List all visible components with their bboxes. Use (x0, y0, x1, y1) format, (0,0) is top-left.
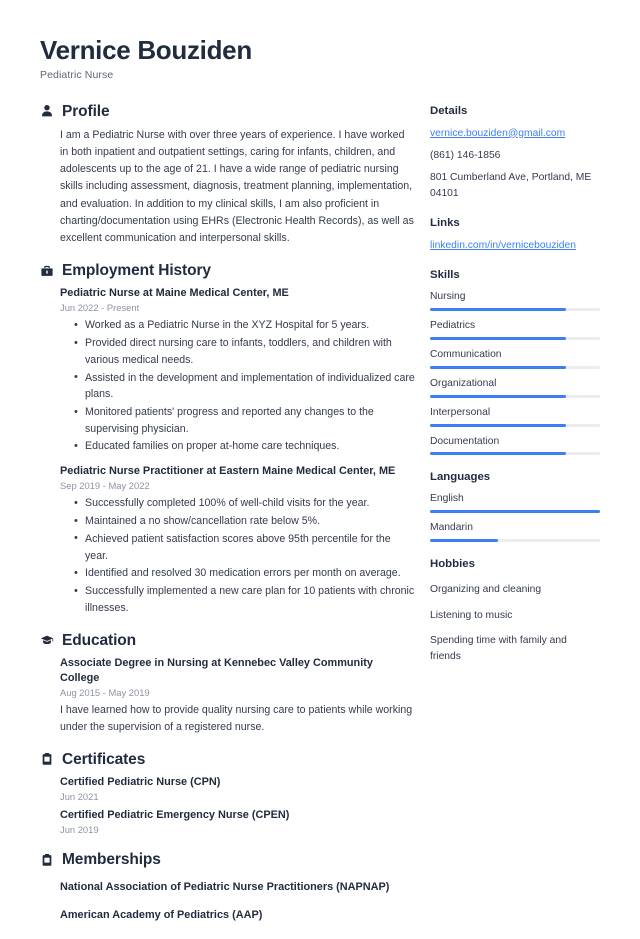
skill-row (430, 377, 600, 398)
education-entry-description: I have learned how to provide quality nursing care to patients while working under the supervision of a registered nurse. (60, 703, 413, 733)
list-item: • Monitored patients' progress and reported any changes to the supervising physician. (85, 404, 415, 437)
sidebar-hobbies (430, 558, 600, 664)
section-profile-header (40, 103, 415, 120)
certificate-entry (60, 775, 415, 803)
language-label: English (430, 493, 464, 505)
briefcase-icon (40, 264, 54, 278)
language-row (430, 492, 600, 513)
employment-entry-title: Pediatric Nurse at Maine Medical Center, ME (60, 287, 289, 300)
skill-meter-fill (430, 452, 566, 455)
skill-meter-fill (430, 366, 566, 369)
list-item: • Provided direct nursing care to infants, toddlers, and children with various medical needs. (85, 335, 415, 368)
section-certificates-title: Certificates (62, 750, 146, 768)
section-education-body (40, 656, 415, 736)
skill-meter-fill (430, 395, 566, 398)
hobby-item: Organizing and cleaning (430, 583, 542, 595)
skill-meter-track (430, 452, 600, 455)
sidebar-details-title: Details (430, 104, 468, 117)
skill-meter-fill (430, 308, 566, 311)
skill-meter-track (430, 366, 600, 369)
sidebar-links-title: Links (430, 217, 460, 230)
list-item: • Identified and resolved 30 medication errors per month on average. (85, 565, 415, 582)
section-profile-body (40, 127, 415, 247)
candidate-job-title: Pediatric Nurse (40, 68, 114, 81)
clipboard-icon (40, 853, 54, 867)
skill-meter-fill (430, 337, 566, 340)
sidebar-details (430, 105, 600, 201)
section-certificates (40, 751, 415, 837)
section-memberships (40, 851, 415, 924)
certificate-title: Certified Pediatric Emergency Nurse (CPEN) (60, 809, 290, 822)
hobby-item: Listening to music (430, 609, 513, 621)
graduation-cap-icon (40, 633, 54, 647)
language-row (430, 521, 600, 542)
hobby-item: Spending time with family and friends (430, 635, 567, 662)
linkedin-link[interactable]: linkedin.com/in/vernicebouziden (430, 240, 576, 252)
employment-entry-title: Pediatric Nurse Practitioner at Eastern Maine Medical Center, ME (60, 465, 396, 478)
certificate-date: Jun 2021 (60, 790, 99, 802)
skill-row (430, 319, 600, 340)
language-meter-fill (430, 510, 600, 513)
list-item: • Successfully completed 100% of well-child visits for the year. (85, 495, 415, 512)
resume-body (40, 103, 600, 939)
skill-label: Organizational (430, 377, 497, 389)
employment-entry (60, 464, 415, 616)
candidate-name: Vernice Bouziden (40, 35, 252, 65)
section-profile-title: Profile (62, 102, 110, 120)
sidebar-languages-title: Languages (430, 471, 491, 484)
profile-text: I am a Pediatric Nurse with over three years of experience. I have worked in both inpatient and outpatient settings, caring for infants, children, and adolescents up to the age of 21. I have a wide range of pediatric nursing skills including assessment, diagnosis, treatment planning, implementation, and evaluation. In addition to my clinical skills, I am also proficient in charting/documentation using EHRs (Electronic Health Records), as well as excellent communication and interpersonal skills. (60, 128, 414, 244)
list-item: • Assisted in the development and implementation of individualized care plans. (85, 370, 415, 403)
education-entry (60, 656, 415, 736)
certificate-entry (60, 808, 415, 836)
section-employment-header (40, 262, 415, 279)
education-entry-date: Aug 2015 - May 2019 (60, 686, 150, 698)
language-meter-fill (430, 539, 498, 542)
certificate-title: Certified Pediatric Nurse (CPN) (60, 775, 221, 788)
skill-meter-track (430, 308, 600, 311)
skill-row (430, 348, 600, 369)
language-meter-track (430, 539, 600, 542)
sidebar-languages (430, 471, 600, 541)
main-column (40, 103, 415, 939)
email-link[interactable]: vernice.bouziden@gmail.com (430, 127, 566, 139)
section-profile (40, 103, 415, 247)
section-education (40, 632, 415, 736)
section-education-title: Education (62, 631, 137, 649)
employment-entry (60, 286, 415, 455)
clipboard-icon (40, 752, 54, 766)
list-item: • Achieved patient satisfaction scores above 95th percentile for the year. (85, 531, 415, 564)
section-certificates-body (40, 775, 415, 837)
sidebar-hobbies-title: Hobbies (430, 557, 475, 570)
resume-header (40, 36, 600, 81)
sidebar-skills (430, 269, 600, 455)
section-memberships-title: Memberships (62, 851, 161, 869)
list-item: • Successfully implemented a new care plan for 10 patients with chronic illnesses. (85, 583, 415, 616)
skill-meter-track (430, 395, 600, 398)
section-employment (40, 262, 415, 617)
section-employment-title: Employment History (62, 262, 211, 280)
list-item: • Maintained a no show/cancellation rate below 5%. (85, 513, 415, 530)
skill-meter-track (430, 424, 600, 427)
sidebar-links (430, 217, 600, 253)
address-text: 801 Cumberland Ave, Portland, ME 04101 (430, 172, 592, 199)
education-entry-title: Associate Degree in Nursing at Kennebec Valley Community College (60, 656, 373, 684)
skill-label: Nursing (430, 291, 466, 303)
phone-text: (861) 146-1856 (430, 150, 501, 162)
skill-label: Interpersonal (430, 406, 491, 418)
employment-entry-date: Jun 2022 - Present (60, 302, 140, 314)
section-memberships-header (40, 851, 415, 868)
skill-meter-fill (430, 424, 566, 427)
section-memberships-body (40, 879, 415, 924)
membership-item: National Association of Pediatric Nurse Practitioners (NAPNAP) (60, 881, 390, 894)
list-item: • Worked as a Pediatric Nurse in the XYZ Hospital for 5 years. (85, 317, 415, 334)
language-meter-track (430, 510, 600, 513)
employment-entry-date: Sep 2019 - May 2022 (60, 480, 150, 492)
employment-entry-bullets (60, 317, 415, 455)
section-certificates-header (40, 751, 415, 768)
list-item: • Educated families on proper at-home care techniques. (85, 438, 415, 455)
section-employment-body (40, 286, 415, 617)
section-education-header (40, 632, 415, 649)
skill-label: Communication (430, 348, 502, 360)
skill-row (430, 406, 600, 427)
certificate-date: Jun 2019 (60, 824, 99, 836)
skill-row (430, 290, 600, 311)
skill-meter-track (430, 337, 600, 340)
user-icon (40, 104, 54, 118)
employment-entry-bullets (60, 495, 415, 616)
skill-label: Documentation (430, 435, 500, 447)
sidebar-skills-title: Skills (430, 269, 460, 282)
sidebar-column (430, 103, 600, 680)
skill-row (430, 435, 600, 456)
skill-label: Pediatrics (430, 320, 476, 332)
language-label: Mandarin (430, 522, 473, 534)
membership-item: American Academy of Pediatrics (AAP) (60, 909, 263, 922)
